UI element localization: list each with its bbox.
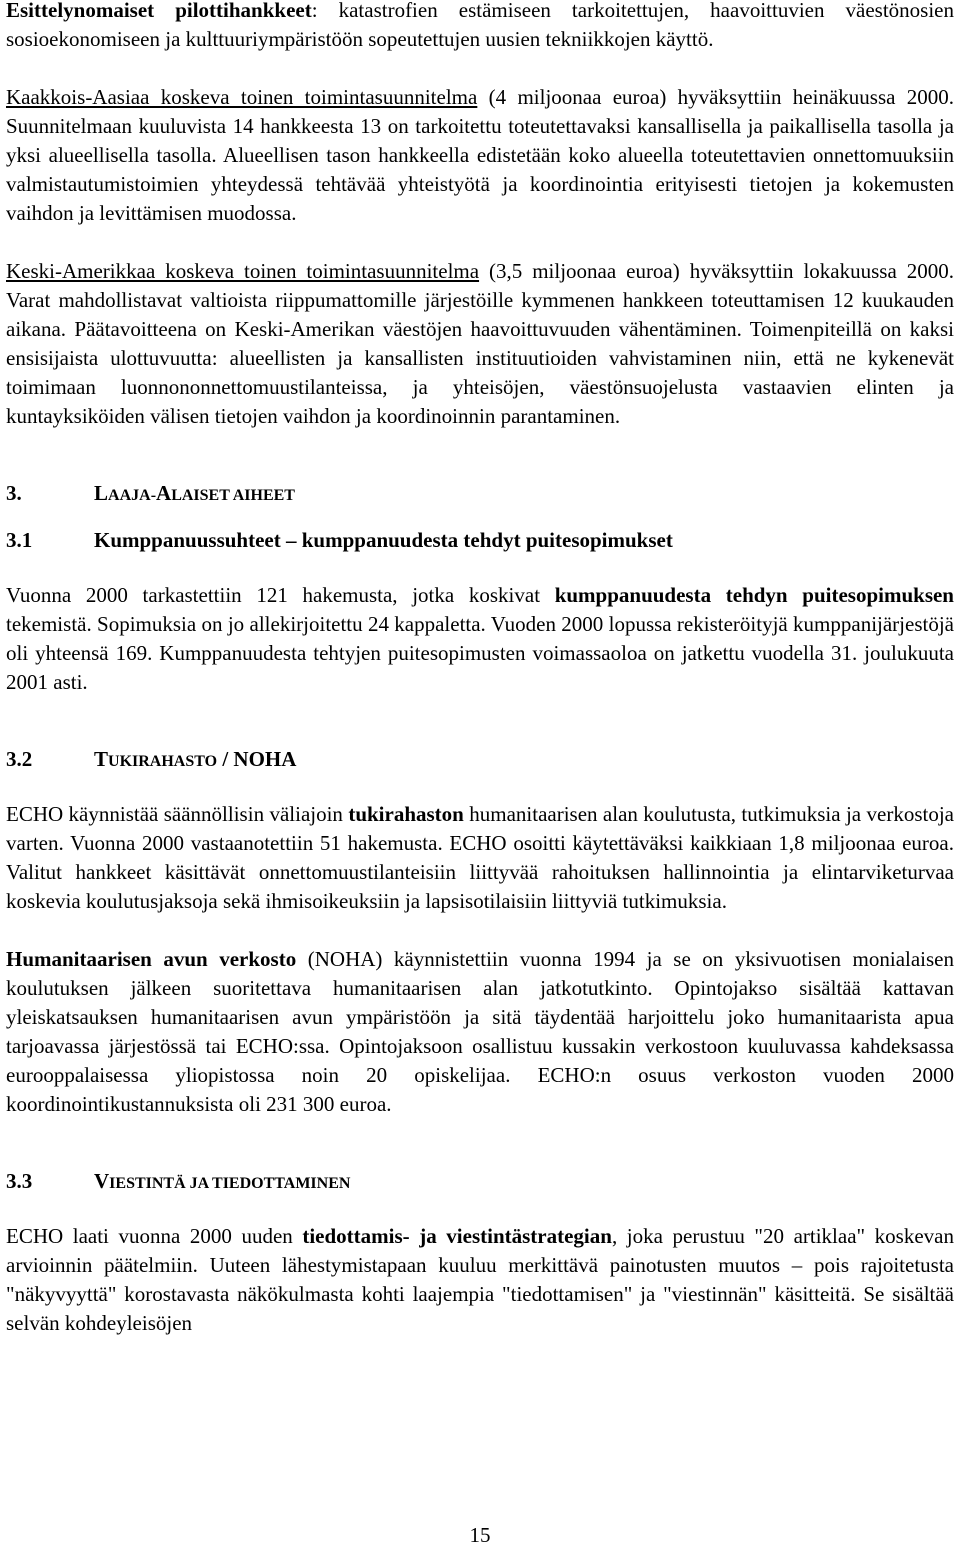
pilot-projects-text: : katastrofien estämiseen tarkoitettujen, haavoittuvien väestönosien sosioekonomiseen ja kulttuuriympäristöön sopeutettujen uusien tekniikkojen käyttö. (6, 0, 954, 51)
section-3-2-paragraph-2 (6, 945, 954, 1119)
section-3-3-paragraph (6, 1222, 954, 1338)
section-3-title: LAAJA-ALAISET AIHEET (94, 481, 295, 505)
southeast-asia-plan-link[interactable]: Kaakkois-Aasiaa koskeva toinen toimintasuunnitelma (6, 85, 478, 109)
section-3-2-title: TUKIRAHASTO / NOHA (94, 747, 297, 771)
noha-text: (NOHA) käynnistettiin vuonna 1994 ja se on yksivuotisen monialaisen koulutuksen jälkeen suoritettava humanitaarisen alan jatkotutkinto. Opintojakso sisältää kattavan yleiskatsauksen humanitaarisen avun ympäristöön ja sitä täydentää harjoittelu joko humanitaarista apua tarjoavassa järjestössä tai ECHO:ssa. Opintojaksoon osallistuu kussakin verkostoon kuuluvassa kahdeksassa eurooppalaisessa yliopistossa noin 20 opiskelijaa. ECHO:n osuus verkoston vuoden 2000 koordinointikustannuksista oli 231 300 euroa. (6, 947, 954, 1116)
section-3-2-number: 3.2 (6, 747, 33, 771)
section-3-3-heading (6, 1167, 954, 1198)
section-3-2-text-start: ECHO käynnistää säännöllisin väliajoin (6, 802, 349, 826)
section-3-1-bold-term: kumppanuudesta tehdyn puitesopimuksen (554, 583, 954, 607)
section-3-3-title: VIESTINTÄ JA TIEDOTTAMINEN (94, 1169, 351, 1193)
section-3-number: 3. (6, 481, 22, 505)
section-3-3-text-end: , joka perustuu "20 artiklaa" koskevan arvioinnin päätelmiin. Uuteen lähestymistapaan kuuluu merkittävä painotusten muutos – pois rajoitetusta "näkyvyyttä" korostavasta näkökulmasta kohti laajempia "tiedottamisen" ja "viestinnän" käsitteitä. Se sisältää selvän kohdeyleisöjen (6, 1224, 954, 1335)
paragraph-pilot-projects (6, 0, 954, 54)
section-3-1-paragraph (6, 581, 954, 697)
central-america-text: (3,5 miljoonaa euroa) hyväksyttiin lokakuussa 2000. Varat mahdollistavat valtioista riippumattomille järjestöille kymmenen hankkeen toteuttamisen 12 kuukauden aikana. Päätavoitteena on Keski-Amerikan väestöjen haavoittuvuuden vähentäminen. Toimenpiteillä on kaksi ensisijaista ulottuvuutta: alueellisten ja kansallisten instituutioiden vahvistaminen niin, että ne kykenevät toimimaan luonnononnettomuustilanteissa, ja yhteisöjen, väestönsuojelusta vastaavien elinten ja kuntayksiköiden välisen tietojen vaihdon ja koordinoinnin parantaminen. (6, 259, 954, 428)
section-3-2-heading (6, 745, 954, 776)
section-3-2-text-end: humanitaarisen alan koulutusta, tutkimuksia ja verkostoja varten. Vuonna 2000 vastaanotettiin 51 hakemusta. ECHO osoitti käytettäväksi kaikkiaan 1,8 miljoonaa euroa. Valitut hankkeet käsittävät onnettomuustilanteisiin liittyvää rahoituksen hallinnointia ja elintarviketurvaa koskevia koulutusjaksoja sekä ihmisoikeuksiin ja lapsisotilaisiin liittyviä tutkimuksia. (6, 802, 954, 913)
section-3-3-number: 3.3 (6, 1169, 33, 1193)
section-3-heading (6, 479, 954, 510)
section-3-1-heading (6, 526, 954, 555)
section-3-2-paragraph-1 (6, 800, 954, 916)
section-3-3-text-start: ECHO laati vuonna 2000 uuden (6, 1224, 303, 1248)
pilot-projects-label: Esittelynomaiset pilottihankkeet (6, 0, 312, 22)
central-america-plan-link[interactable]: Keski-Amerikkaa koskeva toinen toimintasuunnitelma (6, 259, 480, 283)
section-3-2-bold-term: tukirahaston (348, 802, 464, 826)
section-3-1-text-end: tekemistä. Sopimuksia on jo allekirjoitettu 24 kappaletta. Vuoden 2000 lopussa rekisteröityjä kumppanijärjestöjä oli yhteensä 169. Kumppanuudesta tehtyjen puitesopimusten voimassaoloa on jatkettu vuodella 31. joulukuuta 2001 asti. (6, 612, 954, 694)
noha-bold-term: Humanitaarisen avun verkosto (6, 947, 297, 971)
paragraph-central-america (6, 257, 954, 431)
document-page (6, 0, 954, 1338)
southeast-asia-text: (4 miljoonaa euroa) hyväksyttiin heinäkuussa 2000. Suunnitelmaan kuuluvista 14 hankkeesta 13 on tarkoitettu toteutettavaksi kansallisella ja paikallisella tasolla ja yksi alueellisella tasolla. Alueellisen tason hankkeella edistetään koko alueella toteutettavien onnettomuuksiin valmistautumistoimien yhteydessä tehtävää yhteistyötä ja koordinointia erityisesti tietojen ja kokemusten vaihdon ja levittämisen muodossa. (6, 85, 955, 225)
paragraph-southeast-asia (6, 83, 954, 228)
section-3-1-text-start: Vuonna 2000 tarkastettiin 121 hakemusta, jotka koskivat (6, 583, 555, 607)
section-3-1-number: 3.1 (6, 528, 33, 552)
section-3-3-bold-term: tiedottamis- ja viestintästrategian (302, 1224, 612, 1248)
page-number: 15 (469, 1523, 491, 1547)
section-3-1-title: Kumppanuussuhteet – kumppanuudesta tehdyt puitesopimukset (94, 528, 673, 552)
